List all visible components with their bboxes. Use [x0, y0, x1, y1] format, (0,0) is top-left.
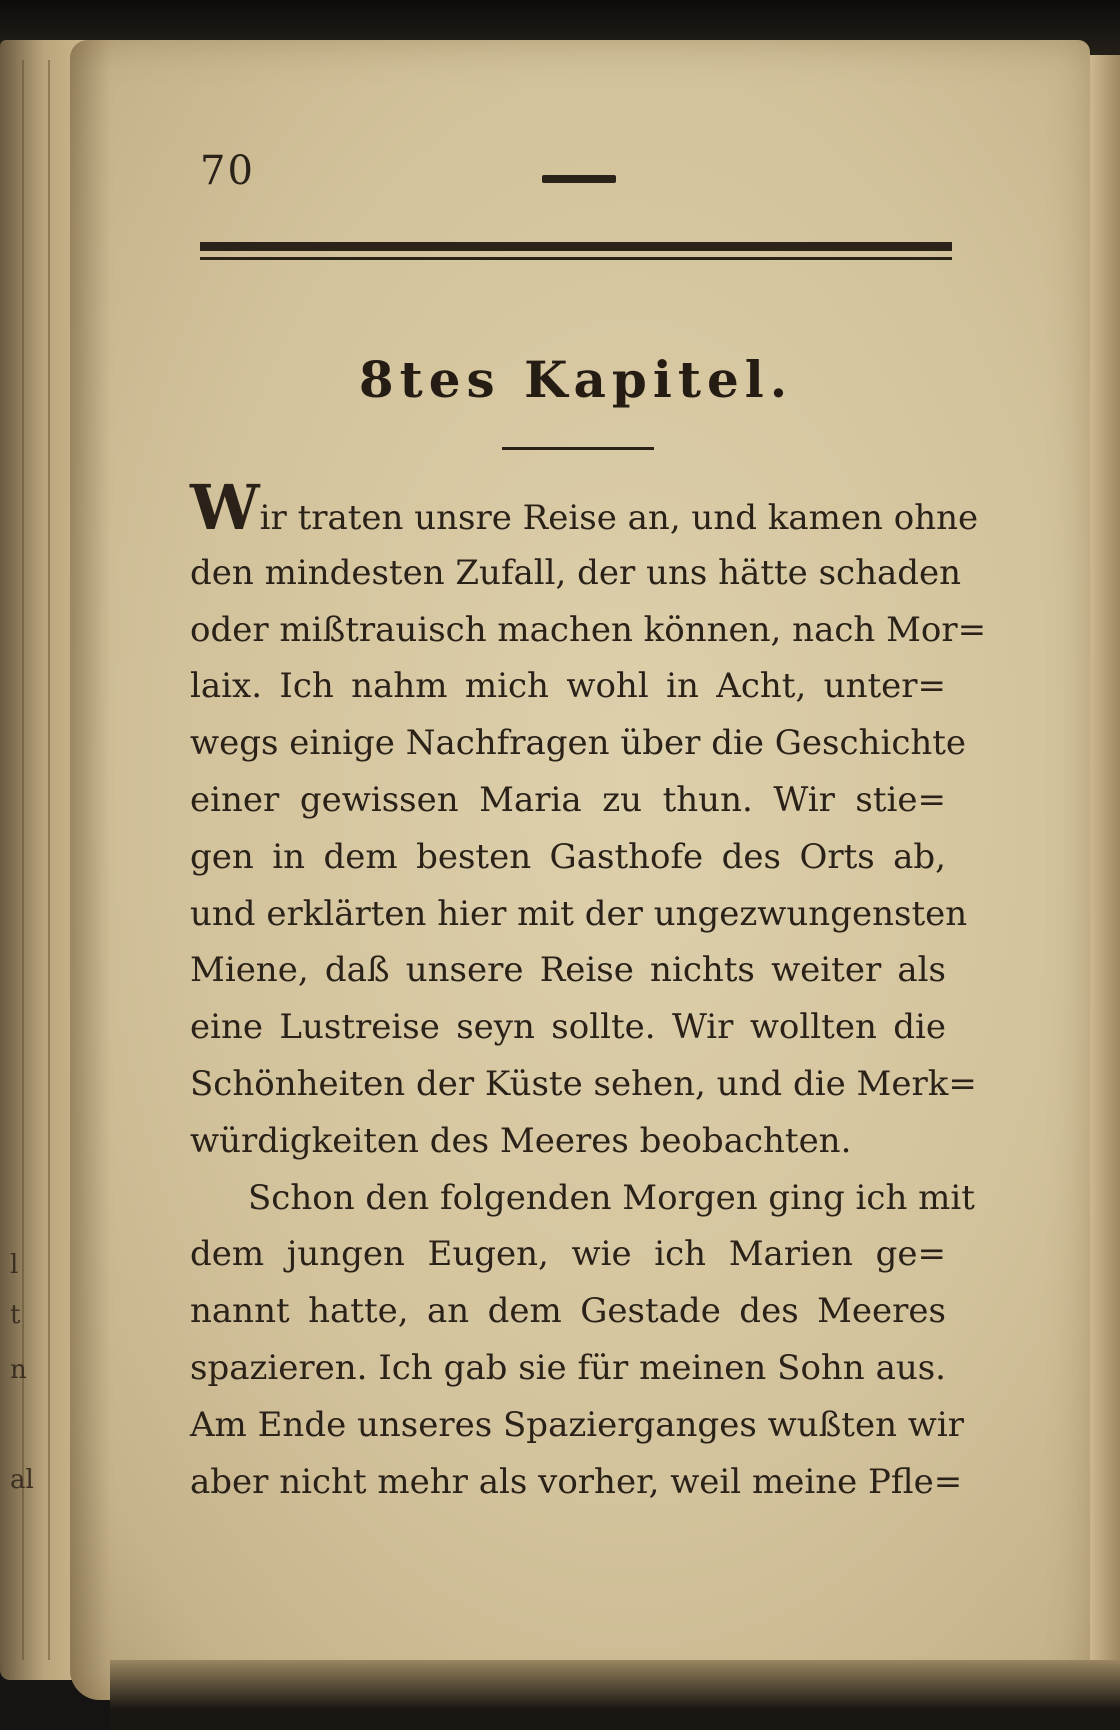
text-line: dem jungen Eugen, wie ich Marien ge= — [190, 1234, 946, 1275]
text-line: Schon den folgenden Morgen ging ich mit — [248, 1177, 975, 1218]
text-line: einer gewissen Maria zu thun. Wir stie= — [190, 779, 946, 820]
text-line: und erklärten hier mit der ungezwungensten — [190, 893, 968, 934]
text-line: eine Lustreise seyn sollte. Wir wollten die — [190, 1007, 946, 1048]
text-line: Miene, daß unsere Reise nichts weiter als — [190, 950, 946, 991]
left-page-fragment-text: t — [10, 1300, 21, 1330]
text-line: nannt hatte, an dem Gestade des Meeres — [190, 1291, 946, 1332]
text-line: aber nicht mehr als vorher, weil meine Pfle= — [190, 1461, 963, 1502]
text-line: laix. Ich nahm mich wohl in Acht, unter= — [190, 666, 946, 707]
text-line: Am Ende unseres Spazierganges wußten wir — [190, 1404, 964, 1445]
header-dash-ornament — [542, 175, 616, 183]
left-page-fragment-text: al — [10, 1465, 34, 1495]
chapter-title: 8tes Kapitel. — [358, 350, 794, 409]
left-page-fragment-text: n — [10, 1355, 27, 1385]
page-edge-line — [48, 60, 50, 1660]
body-text — [190, 471, 987, 1510]
text-line: wegs einige Nachfragen über die Geschichte — [190, 723, 967, 764]
left-page-fragment-text: l — [10, 1250, 19, 1280]
text-line: den mindesten Zufall, der uns hätte schaden — [190, 552, 962, 593]
text-line: Wir traten unsre Reise an, und kamen ohne — [190, 471, 979, 544]
text-line: gen in dem besten Gasthofe des Orts ab, — [190, 836, 946, 877]
bottom-page-edge — [110, 1660, 1120, 1730]
page-number: 70 — [200, 148, 255, 194]
text-line: Schönheiten der Küste sehen, und die Merk= — [190, 1063, 977, 1104]
gutter-shadow — [70, 40, 110, 1700]
page-edge-line — [22, 60, 24, 1660]
text-line: würdigkeiten des Meeres beobachten. — [190, 1120, 852, 1161]
header-rule-thick — [200, 242, 952, 251]
header-rule-thin — [200, 257, 952, 260]
text-line: spazieren. Ich gab sie für meinen Sohn aus. — [190, 1347, 946, 1388]
title-rule — [502, 447, 654, 450]
drop-cap: W — [190, 471, 260, 544]
text-line: oder mißtrauisch machen können, nach Mor= — [190, 609, 987, 650]
